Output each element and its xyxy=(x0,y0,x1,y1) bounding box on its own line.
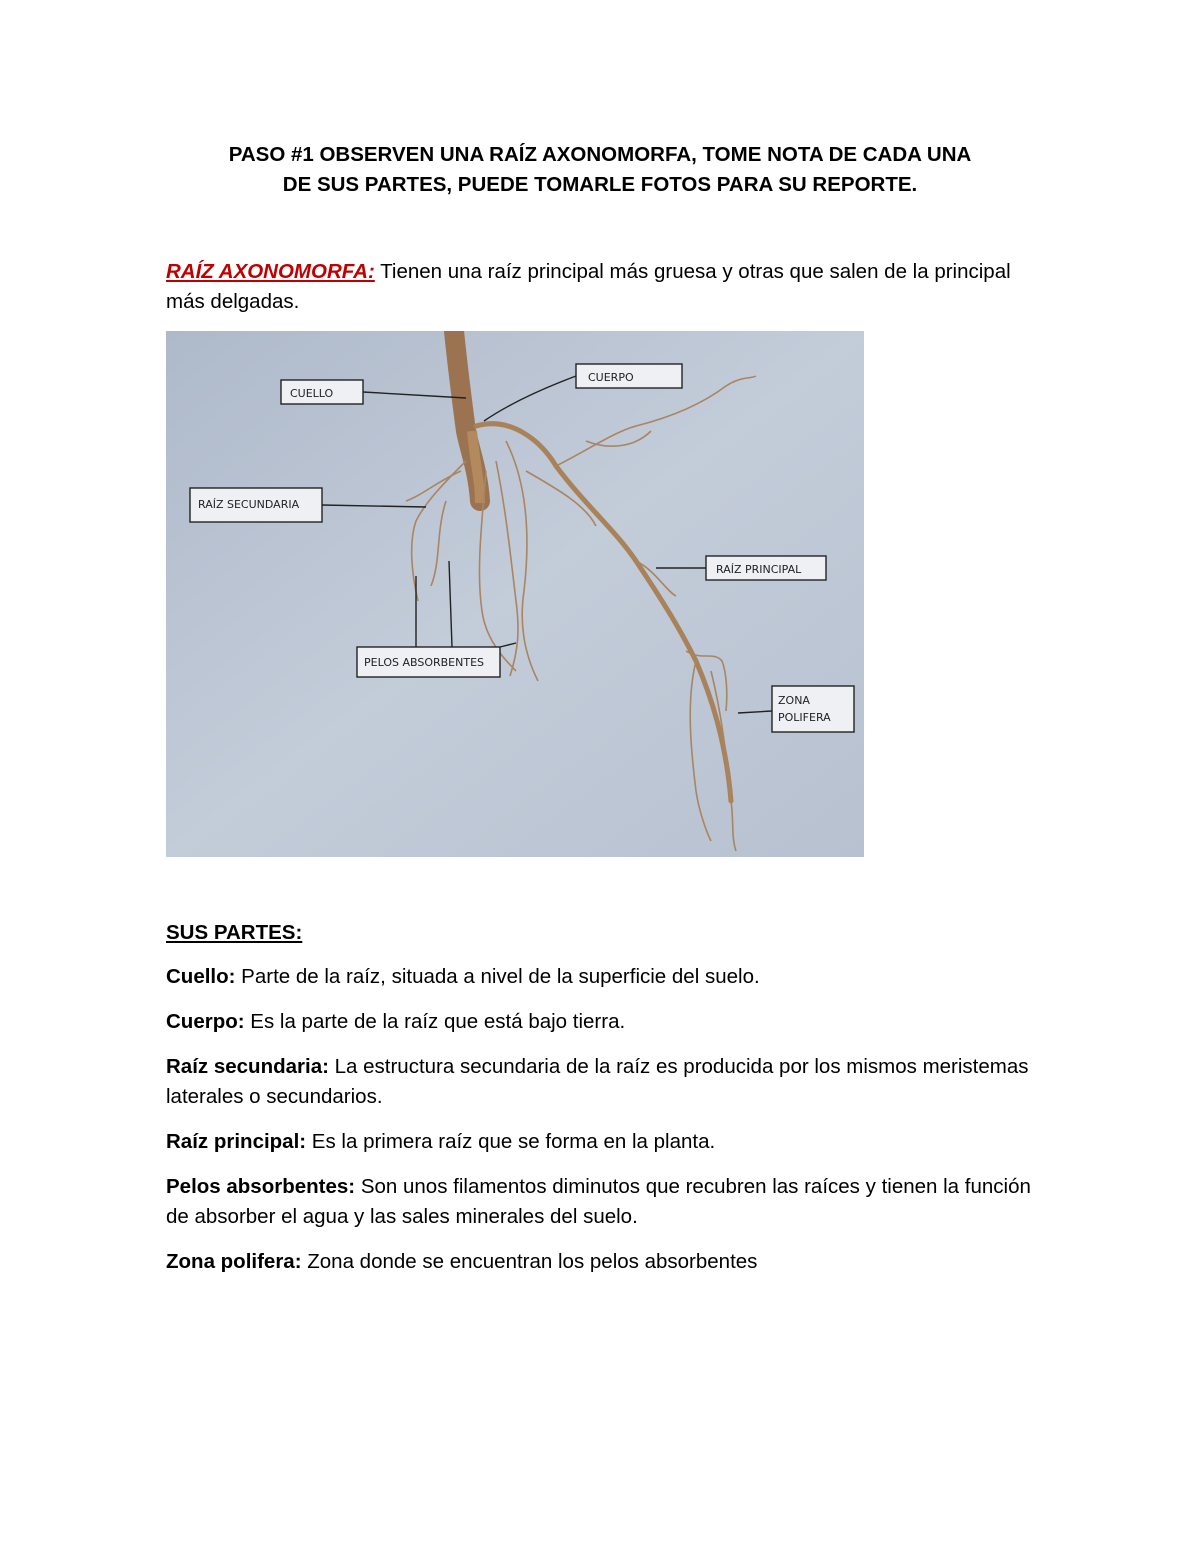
label-raiz-principal: RAÍZ PRINCIPAL xyxy=(716,563,802,576)
part-text: Zona donde se encuentran los pelos absorbentes xyxy=(301,1250,758,1273)
root-photo-figure xyxy=(166,331,864,857)
part-term: Cuello: xyxy=(166,965,236,988)
part-text: Parte de la raíz, situada a nivel de la superficie del suelo. xyxy=(235,965,760,988)
part-text: La estructura secundaria de la raíz es producida por los mismos meristemas laterales o secundarios. xyxy=(166,1055,1029,1108)
label-zona: ZONA xyxy=(778,694,810,707)
label-cuerpo: CUERPO xyxy=(588,371,634,384)
intro-text: Tienen una raíz principal más gruesa y otras que salen de la principal más delgadas. xyxy=(166,260,1011,313)
label-cuello: CUELLO xyxy=(290,387,334,400)
part-item xyxy=(166,1172,1046,1232)
intro-paragraph xyxy=(166,257,1046,317)
part-term: Pelos absorbentes: xyxy=(166,1175,356,1198)
root-diagram xyxy=(166,331,864,857)
part-item xyxy=(166,1247,1046,1277)
part-item xyxy=(166,1127,1046,1157)
parts-heading: SUS PARTES: xyxy=(166,921,303,944)
label-polifera: POLIFERA xyxy=(778,711,831,724)
title-line-2: DE SUS PARTES, PUEDE TOMARLE FOTOS PARA SU REPORTE. xyxy=(282,173,918,196)
label-raiz-secundaria: RAÍZ SECUNDARIA xyxy=(198,498,300,511)
part-text: Es la primera raíz que se forma en la planta. xyxy=(306,1130,716,1153)
part-text: Son unos filamentos diminutos que recubren las raíces y tienen la función de absorber el agua y las sales minerales del suelo. xyxy=(166,1175,1031,1228)
part-term: Zona polifera: xyxy=(166,1250,302,1273)
parts-list xyxy=(166,962,1046,1292)
part-item xyxy=(166,962,1046,992)
part-term: Raíz secundaria: xyxy=(166,1055,329,1078)
part-text: Es la parte de la raíz que está bajo tierra. xyxy=(244,1010,626,1033)
label-pelos-absorbentes: PELOS ABSORBENTES xyxy=(364,656,484,669)
intro-term: RAÍZ AXONOMORFA: xyxy=(166,260,375,283)
page-title xyxy=(150,140,1050,200)
part-item xyxy=(166,1007,1046,1037)
part-term: Cuerpo: xyxy=(166,1010,245,1033)
part-term: Raíz principal: xyxy=(166,1130,307,1153)
part-item xyxy=(166,1052,1046,1112)
label-box-zona-polifera xyxy=(772,686,854,732)
title-line-1: PASO #1 OBSERVEN UNA RAÍZ AXONOMORFA, TOME NOTA DE CADA UNA xyxy=(228,143,972,166)
